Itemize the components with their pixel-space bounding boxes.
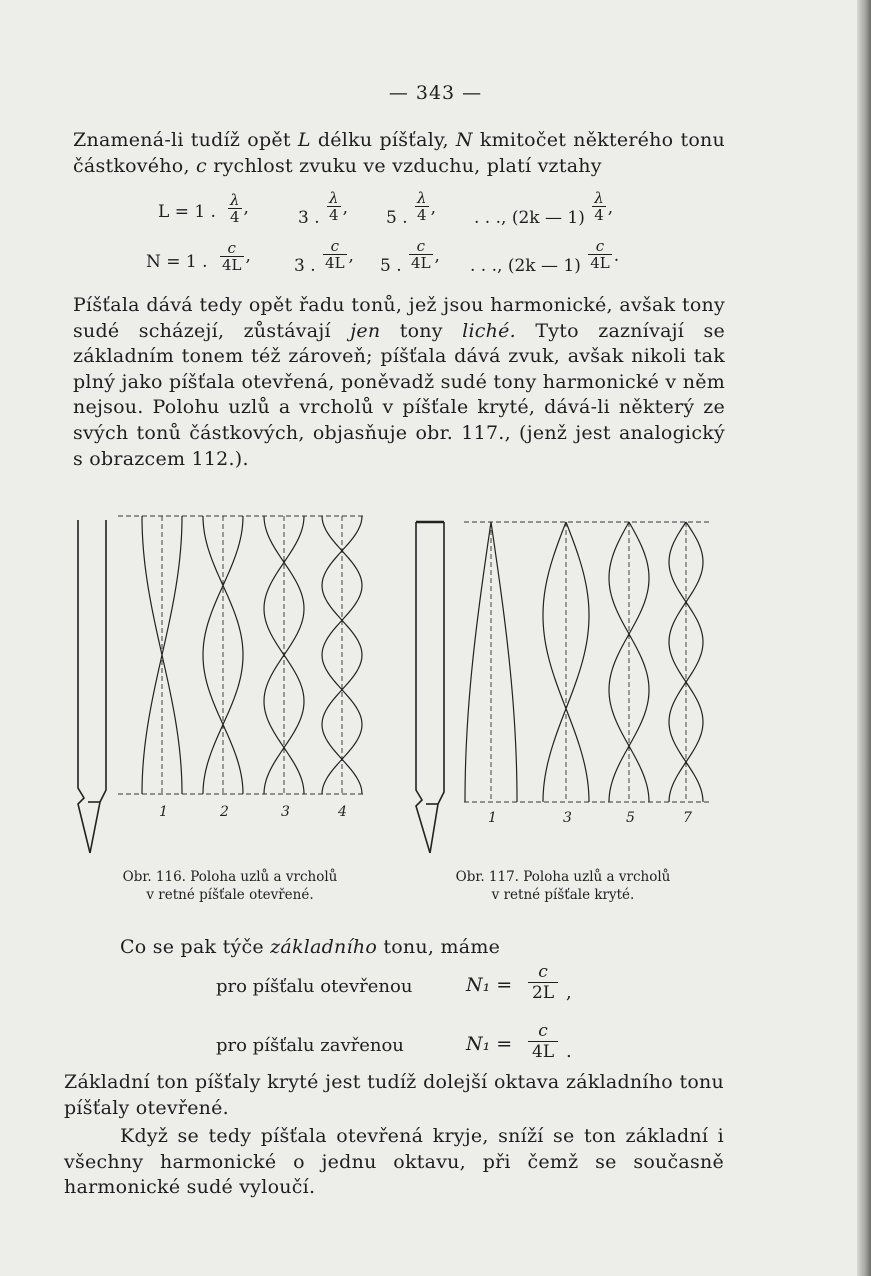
figure-117-closed-pipe — [408, 508, 718, 863]
denominator: 4L — [528, 1041, 558, 1062]
caption-fig-116 — [70, 868, 390, 904]
paragraph-conclusion: Když se tedy píšťala otevřená kryje, sníží se ton základní i všechny harmonické o jednu oktavu, při čemž se současně harmonické sudé vyloučí. — [64, 1125, 724, 1199]
denominator: 4 — [230, 208, 240, 226]
formula-L-term-2: 3 . $\frac{\lambda}{4}$ , — [298, 189, 348, 228]
mode-label-1: 1 — [159, 804, 168, 820]
term-prefix: 3 . — [294, 256, 316, 276]
equation-label: pro píšťalu zavřenou — [216, 1035, 404, 1056]
numerator: c — [538, 1021, 548, 1041]
paragraph-harmonics — [73, 293, 725, 472]
page-number: — 343 — — [388, 82, 483, 104]
caption-line: Obr. 117. Poloha uzlů a vrcholů — [455, 869, 671, 885]
equation-label: pro píšťalu otevřenou — [216, 976, 413, 997]
numerator: λ — [417, 189, 427, 207]
text-span: tonu, máme — [377, 936, 501, 958]
equation-fraction — [528, 962, 558, 1003]
numerator: c — [330, 237, 339, 255]
numerator: λ — [329, 189, 339, 207]
comma: , — [566, 982, 572, 1003]
fraction — [592, 190, 606, 223]
denominator: 4 — [329, 206, 339, 224]
formula-N-term-1: $\frac{c}{4L}$ , — [222, 239, 251, 274]
standing-wave-modes-closed — [465, 522, 703, 802]
caption-line: Obr. 116. Poloha uzlů a vrcholů — [122, 869, 338, 885]
pipe-outline-open — [78, 520, 106, 853]
mode-labels-closed — [488, 810, 692, 826]
emphasis-jen: jen — [350, 319, 381, 342]
numerator: c — [416, 237, 425, 255]
fraction — [415, 190, 429, 223]
paragraph-octave: Základní ton píšťaly kryté jest tudíž dolejší oktava základního tonu píšťaly otevřené. — [64, 1071, 724, 1119]
mode-label-3: 3 — [563, 810, 572, 826]
text-span: kmitočet některého tonu částkového, — [73, 129, 725, 177]
text-span: Píšťala dává tedy opět řadu tonů, jež jsou harmonické, avšak tony sudé scházejí, zůstávají — [73, 294, 725, 342]
term-prefix: . . ., (2k — 1) — [474, 208, 585, 228]
formula-N-term-4: . . ., (2k — 1) $\frac{c}{4L}$ . — [470, 237, 620, 276]
standing-wave-modes-open — [142, 516, 362, 794]
denominator: 4L — [411, 254, 431, 272]
formula-L — [0, 189, 871, 232]
mode-label-3: 3 — [281, 804, 290, 820]
formula-L-term-4: . . ., (2k — 1) $\frac{\lambda}{4}$ , — [474, 189, 614, 228]
denominator: 4 — [594, 206, 604, 224]
text-span: Znamená-li tudíž opět — [73, 129, 298, 151]
equation-open-pipe — [0, 962, 871, 1014]
text-span: délku píšťaly, — [310, 129, 456, 151]
fraction — [220, 240, 244, 273]
text-span: rychlost zvuku ve vzduchu, platí vztahy — [206, 154, 602, 177]
mode-label-1: 1 — [488, 810, 497, 826]
numerator: λ — [230, 191, 240, 209]
paragraph-fundamental — [120, 935, 720, 961]
mode-label-5: 5 — [626, 810, 635, 826]
fraction — [323, 238, 347, 271]
numerator: c — [538, 962, 548, 982]
term-prefix: 3 . — [298, 208, 320, 228]
var-N: N — [455, 129, 473, 151]
denominator: 2L — [528, 982, 558, 1003]
formula-N-term-3: 5 . $\frac{c}{4L}$ , — [380, 237, 440, 276]
denominator: 4L — [325, 254, 345, 272]
wave-envelope — [465, 522, 491, 802]
caption-line: v retné píšťale kryté. — [491, 887, 635, 903]
denominator: 4L — [222, 256, 242, 274]
formula-N-term-2: 3 . $\frac{c}{4L}$ , — [294, 237, 354, 276]
caption-line: v retné píšťale otevřené. — [146, 887, 314, 903]
term-prefix: 5 . — [380, 256, 402, 276]
equation-closed-pipe — [0, 1021, 871, 1073]
numerator: c — [595, 237, 605, 255]
fraction — [327, 190, 341, 223]
equation-lhs: N₁ = — [466, 1033, 513, 1055]
mode-label-7: 7 — [683, 810, 692, 826]
formula-L-lhs: L = 1 . — [158, 202, 216, 222]
mode-label-2: 2 — [220, 804, 229, 820]
emphasis-liche: liché. — [462, 319, 516, 342]
text-span: Co se pak týče — [120, 936, 271, 958]
var-c: c — [196, 154, 207, 177]
dashed-boundaries — [464, 522, 710, 802]
denominator: 4L — [590, 254, 610, 272]
term-prefix: 5 . — [386, 208, 408, 228]
fraction — [409, 238, 433, 271]
pipe-outline-closed — [416, 522, 444, 853]
text-span: tony — [380, 319, 463, 342]
formula-N — [0, 237, 871, 284]
dashed-boundaries — [118, 516, 366, 794]
text-span: Tyto zaznívají se základním tonem též zároveň; píšťala dává zvuk, avšak nikoli tak plný jako píšťala otevřená, poněvadž sudé tony harmonické v něm nejsou. Polohu uzlů a vrcholů v píšťale kryté, dává-li některý ze svých tonů částkových, objasňuje obr. 117., (jenž jest analogický s obrazcem 112.). — [73, 319, 725, 470]
var-L: L — [297, 129, 311, 151]
period: . — [566, 1041, 572, 1062]
numerator: c — [227, 239, 236, 257]
denominator: 4 — [417, 206, 427, 224]
mode-labels-open — [159, 804, 347, 820]
figure-116-open-pipe — [70, 508, 380, 863]
fraction — [588, 238, 612, 271]
fraction — [228, 192, 242, 225]
equation-lhs: N₁ = — [466, 974, 513, 996]
formula-N-lhs: N = 1 . — [146, 252, 208, 272]
emphasis-zakladniho: základního — [270, 936, 378, 958]
wave-envelope — [491, 522, 517, 802]
mode-label-4: 4 — [338, 804, 347, 820]
paragraph-intro — [73, 128, 725, 179]
numerator: λ — [594, 189, 604, 207]
equation-fraction — [528, 1021, 558, 1062]
term-prefix: . . ., (2k — 1) — [470, 256, 581, 276]
formula-L-term-1: $\frac{\lambda}{4}$ , — [230, 191, 249, 226]
caption-fig-117 — [404, 868, 722, 904]
formula-L-term-3: 5 . $\frac{\lambda}{4}$ , — [386, 189, 436, 228]
